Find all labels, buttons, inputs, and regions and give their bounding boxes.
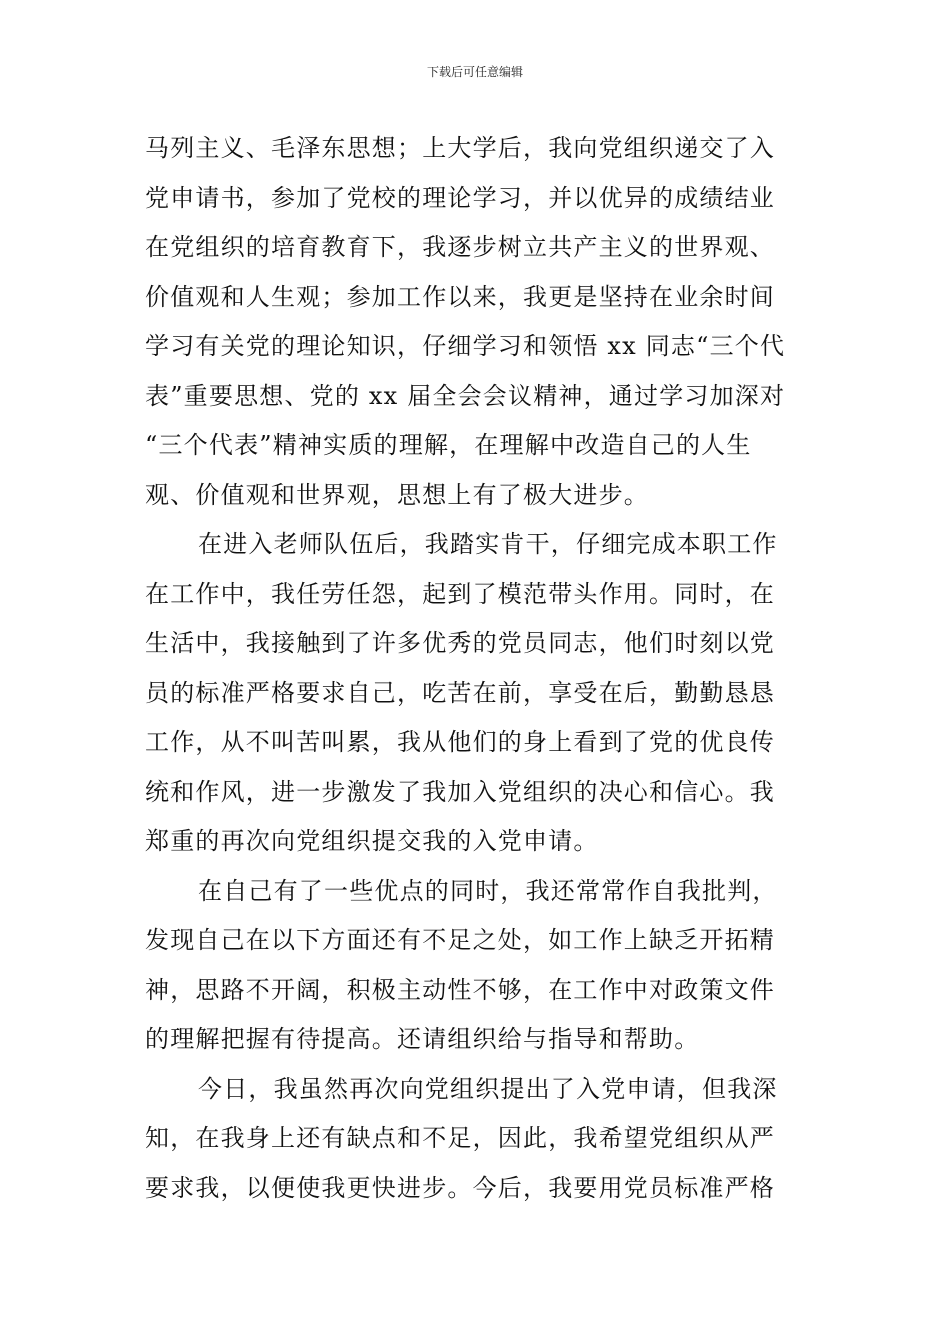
text-line: 生活中，我接触到了许多优秀的党员同志，他们时刻以党 [145, 629, 775, 657]
text-line: 要求我，以便使我更快进步。今后，我要用党员标准严格 [145, 1173, 775, 1202]
paragraph-start-line: 今日，我虽然再次向党组织提出了入党申请，但我深 [198, 1074, 778, 1103]
text-line: 党申请书，参加了党校的理论学习，并以优异的成绩结业 [145, 183, 775, 212]
text-line: 在党组织的培育教育下，我逐步树立共产主义的世界观、 [145, 233, 775, 261]
text-line: 发现自己在以下方面还有不足之处，如工作上缺乏开拓精 [145, 926, 775, 954]
text-line: 神，思路不开阔，积极主动性不够，在工作中对政策文件 [145, 975, 775, 1004]
paragraph-start-line: 在自己有了一些优点的同时，我还常常作自我批判， [198, 876, 778, 905]
text-line: 郑重的再次向党组织提交我的入党申请。 [145, 827, 599, 855]
document-body [145, 124, 809, 1213]
text-line: “三个代表”精神实质的理解，在理解中改造自己的人生 [145, 431, 752, 459]
text-line: 员的标准严格要求自己，吃苦在前，享受在后，勤勤恳恳 [145, 678, 775, 707]
text-line: 学习有关党的理论知识，仔细学习和领悟 xx 同志“三个代 [145, 332, 786, 360]
text-line: 知，在我身上还有缺点和不足，因此，我希望党组织从严 [145, 1124, 775, 1152]
paragraph-start-line: 在进入老师队伍后，我踏实肯干，仔细完成本职工作 [198, 530, 778, 558]
header-note: 下载后可任意编辑 [426, 65, 523, 79]
text-line: 的理解把握有待提高。还请组织给与指导和帮助。 [145, 1025, 700, 1053]
text-line: 马列主义、毛泽东思想；上大学后，我向党组织递交了入 [145, 134, 775, 162]
text-line: 统和作风，进一步激发了我加入党组织的决心和信心。我 [145, 777, 775, 806]
text-line: 表”重要思想、党的 xx 届全会会议精神，通过学习加深对 [145, 381, 786, 410]
text-line: 在工作中，我任劳任怨，起到了模范带头作用。同时，在 [145, 579, 775, 608]
text-line: 价值观和人生观；参加工作以来，我更是坚持在业余时间 [145, 282, 775, 311]
text-line: 工作，从不叫苦叫累，我从他们的身上看到了党的优良传 [145, 728, 775, 756]
text-line: 观、价值观和世界观，思想上有了极大进步。 [145, 480, 649, 509]
